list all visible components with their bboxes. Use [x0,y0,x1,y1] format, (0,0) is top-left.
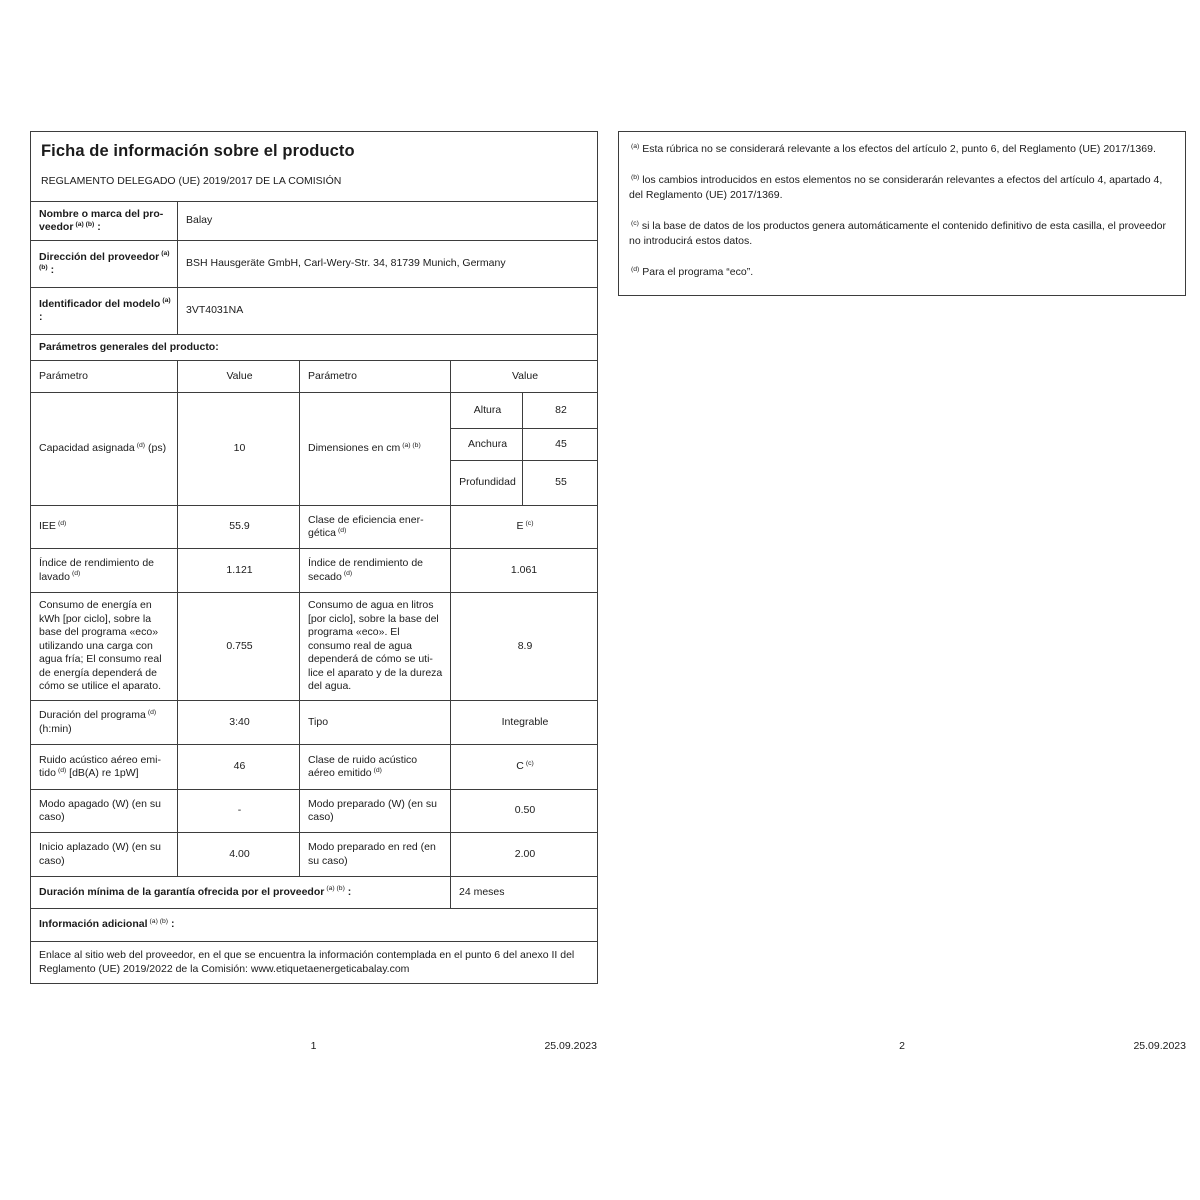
param-value-off-mode: - [178,790,300,833]
param-label-standby-mode: Modo preparado (W) (en su caso) [300,790,451,833]
footnote-ref: (c) [525,759,534,767]
param-label-off-mode: Modo apagado (W) (en su caso) [31,790,178,833]
footnote-ref: (d) [338,526,347,534]
footnote-ref: (d) [136,441,146,449]
additional-info-label: Información adicional $^{(a) (b)}$ : [31,909,598,942]
footnote-ref: (a) [162,297,171,304]
supplier-address-value: BSH Hausgeräte GmbH, Carl-Wery-Str. 34, 81739 Munich, Germany [178,241,598,288]
footnote-d-marker: (d) [631,265,640,273]
page2-number: 2 [899,1040,905,1052]
title-block [31,132,598,202]
footnote-ref: (a) (b) [326,885,345,893]
footnote-a: $^{(a)}$ Esta rúbrica no se considerará relevante a los efectos del artículo 2, punto 6, del Reglamento (UE) 2017/1369. [631,142,1156,155]
dimension-depth-value: 55 [523,461,598,506]
warranty-label: Duración mínima de la garantía ofrecida por el proveedor $^{(a) (b)}$ : [31,877,451,909]
dimension-depth-label: Profundidad [451,461,523,506]
column-header-value-1: Value [178,361,300,393]
param-value-delayed-start: 4.00 [178,833,300,877]
param-label-energy-class: Clase de eficiencia energética $^{(d)}$ [300,506,451,549]
capacity-value: 10 [178,393,300,506]
param-value-noise-class: C $^{(c)}$ [451,745,598,790]
footnote-ref: (a) (b) [39,250,170,271]
param-value-noise: 46 [178,745,300,790]
supplier-website-text: Enlace al sitio web del proveedor, en el que se encuentra la información contemplada en el punto 6 del anexo II del Reglamento (UE) 2019/2022 de la Comisión: www.etiquetaenergeticabalay.com [31,942,598,984]
param-value-programme-duration: 3:40 [178,701,300,745]
param-label-drying-index: Índice de rendimiento de secado $^{(d)}$ [300,549,451,593]
param-label-networked-standby: Modo preparado en red (en su caso) [300,833,451,877]
footnote-ref: (a) (b) [402,441,421,449]
footnote-c: $^{(c)}$ si la base de datos de los productos genera automáticamente el contenido definitivo de esta casilla, el proveedor no introducirá estos datos. [629,219,1167,247]
param-label-washing-index: Índice de rendimiento de lavado $^{(d)}$ [31,549,178,593]
footnote-ref: (c) [525,519,534,527]
column-header-parameter-2: Parámetro [300,361,451,393]
param-label-noise-class: Clase de ruido acústico aéreo emitido $^{(d)}$ [300,745,451,790]
param-label-type: Tipo [300,701,451,745]
page1-number: 1 [310,1040,317,1052]
param-label-iee: IEE $^{(d)}$ [31,506,178,549]
param-label-delayed-start: Inicio aplazado (W) (en su caso) [31,833,178,877]
dimension-height-label: Altura [451,393,523,429]
param-value-energy-class: E $^{(c)}$ [451,506,598,549]
footnote-c-marker: (c) [631,219,639,227]
dimension-height-value: 82 [523,393,598,429]
param-value-standby-mode: 0.50 [451,790,598,833]
param-value-networked-standby: 2.00 [451,833,598,877]
footnote-ref: (d) [57,766,67,774]
dimension-width-label: Anchura [451,429,523,461]
param-value-iee: 55.9 [178,506,300,549]
footnote-ref: (d) [343,570,353,577]
column-header-value-2: Value [451,361,598,393]
regulation-subtitle: REGLAMENTO DELEGADO (UE) 2019/2017 DE LA COMISIÓN [41,175,342,187]
warranty-value: 24 meses [451,877,598,909]
footnote-ref: (a) (b) [75,220,95,228]
model-identifier-value: 3VT4031NA [178,288,598,335]
dimension-width-value: 45 [523,429,598,461]
footnote-ref: (d) [147,708,157,716]
footnote-ref: (a) (b) [149,917,169,925]
param-label-water-consumption: Consumo de agua en litros [por ciclo], sobre la base del programa «eco». El consumo real de agua dependerá de cómo se utilice el aparato y de la dureza del agua. [300,593,451,701]
page1-date: 25.09.2023 [544,1040,597,1052]
product-fiche-table [30,131,598,984]
column-header-parameter-1: Parámetro [31,361,178,393]
supplier-name-label: Nombre o marca del proveedor $^{(a) (b)}$ : [31,202,178,241]
param-value-water-consumption: 8.9 [451,593,598,701]
footnote-ref [537,563,539,570]
footnote-b-marker: (b) [631,173,640,181]
general-parameters-header: Parámetros generales del producto: [31,335,598,361]
capacity-label: Capacidad asignada $^{(d)}$ (ps) [31,393,178,506]
footnotes-box [618,131,1186,296]
page-title: Ficha de información sobre el producto [41,142,355,160]
footnote-b: $^{(b)}$ los cambios introducidos en estos elementos no se considerarán relevantes a efectos del artículo 4, apartado 4, del Reglamento (UE) 2017/1369. [629,173,1163,201]
dimensions-label: Dimensiones en cm $^{(a) (b)}$ [300,393,451,506]
footnote-ref: (d) [373,766,382,774]
param-value-washing-index: 1.121 [178,549,300,593]
param-label-noise: Ruido acústico aéreo emitido $^{(d)}$ [dB(A) re 1pW] [31,745,178,790]
footnote-d: $^{(d)}$ Para el programa “eco”. [631,265,754,278]
param-label-energy-consumption: Consumo de energía en kWh [por ciclo], sobre la base del programa «eco» utilizando una carga con agua fría; El consumo real de energía dependerá de cómo se utilice el aparato. [31,593,178,701]
param-value-energy-consumption: 0.755 [178,593,300,701]
supplier-name-value: Balay [178,202,598,241]
page2-date: 25.09.2023 [1133,1040,1186,1052]
param-value-drying-index: 1.061 [451,549,598,593]
footnote-a-marker: (a) [631,142,640,150]
supplier-address-label: Dirección del proveedor $^{(a) (b)}$ : [31,241,178,288]
param-value-type: Integrable [451,701,598,745]
model-identifier-label: Identificador del modelo $^{(a)}$ : [31,288,178,335]
footnote-ref: (d) [57,519,67,527]
param-label-programme-duration: Duración del programa $^{(d)}$ (h:min) [31,701,178,745]
footnote-ref: (d) [71,570,81,577]
